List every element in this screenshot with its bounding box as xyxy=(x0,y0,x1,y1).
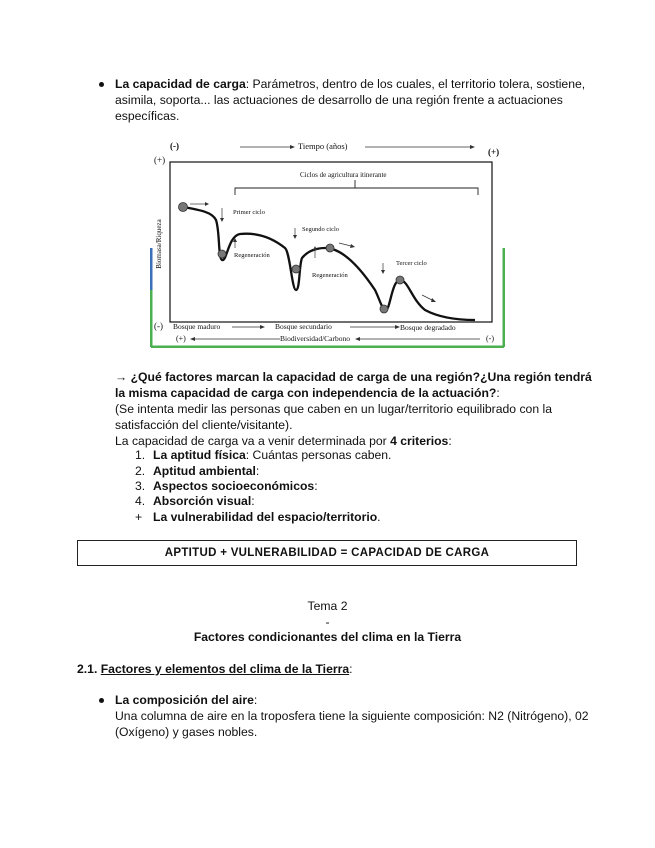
list-item xyxy=(135,478,318,494)
question-line-2 xyxy=(115,385,577,401)
intro-suffix: : xyxy=(448,434,452,448)
formula-box: APTITUD + VULNERABILIDAD = CAPACIDAD DE CARGA xyxy=(77,540,577,566)
list-title: Absorción visual xyxy=(153,494,252,508)
curve-point-6 xyxy=(396,276,404,284)
curve-point-3 xyxy=(292,265,300,273)
curve-point-4 xyxy=(326,244,334,252)
biodiversity-label: Biodiversidad/Carbono xyxy=(280,334,350,343)
forest-degraded-label: Bosque degradado xyxy=(400,323,456,332)
composicion-heading xyxy=(115,692,577,708)
composicion-term: La composición del aire xyxy=(115,693,254,707)
list-title: Aptitud ambiental xyxy=(153,464,256,478)
intro-prefix: La capacidad de carga va a venir determinada por xyxy=(115,434,391,448)
cycles-label: Ciclos de agricultura itinerante xyxy=(300,171,387,179)
list-item xyxy=(135,509,381,525)
note-line-1: (Se intenta medir las personas que caben en un lugar/territorio equilibrado con la xyxy=(115,402,552,416)
forest-mature-label: Bosque maduro xyxy=(173,322,221,331)
curve-point-1 xyxy=(179,203,188,212)
top-right-sign: (+) xyxy=(488,147,500,157)
capacidad-carga-term: La capacidad de carga xyxy=(115,77,246,91)
question-line-1 xyxy=(115,369,592,385)
minus-left-sign: (-) xyxy=(154,321,163,331)
question-block xyxy=(115,369,592,449)
paragraph-line-3: específicas. xyxy=(115,109,180,123)
first-cycle-label: Primer ciclo xyxy=(233,209,265,216)
list-title: Aspectos socioeconómicos xyxy=(153,479,315,493)
tema-title: Factores condicionantes del clima en la Tierra xyxy=(193,630,462,644)
list-number: 1. xyxy=(135,448,146,462)
list-number: 2. xyxy=(135,464,146,478)
bullet-dot xyxy=(99,82,104,87)
curve-point-5 xyxy=(380,305,388,313)
curve-point-2 xyxy=(218,250,226,258)
question-suffix: : xyxy=(496,386,500,400)
bottom-plus-sign: (+) xyxy=(176,334,186,343)
list-number: 3. xyxy=(135,479,146,493)
plus-left-sign: (+) xyxy=(154,155,166,165)
paragraph-text: : Parámetros, dentro de los cuales, el territorio tolera, sostiene, xyxy=(245,77,586,91)
paragraph-line-2: asimila, soporta... las actuaciones de desarrollo de una región frente a actuaciones xyxy=(115,93,563,107)
composicion-paragraph xyxy=(115,692,589,740)
y-axis-label: Biomasa/Riqueza xyxy=(155,219,163,269)
list-item xyxy=(135,463,259,479)
bullet-dot xyxy=(99,698,104,703)
composicion-line-1: Una columna de aire en la troposfera tiene la siguiente composición: N2 (Nitrógeno), 02 xyxy=(115,709,589,723)
biomass-curve xyxy=(183,207,475,320)
regeneration-label-2: Regeneración xyxy=(312,272,348,279)
list-rest: : xyxy=(255,464,260,478)
section-suffix: : xyxy=(349,662,353,676)
list-item xyxy=(135,447,391,463)
regeneration-label-1: Regeneración xyxy=(234,252,270,259)
composicion-line-2: (Oxígeno) y gases nobles. xyxy=(115,725,258,739)
intro-bold: 4 criterios xyxy=(390,434,449,448)
list-title: La vulnerabilidad del espacio/territorio xyxy=(153,510,378,524)
top-left-sign: (-) xyxy=(170,141,179,151)
note-line-2: satisfacción del cliente/visitante). xyxy=(115,418,293,432)
capacidad-carga-paragraph xyxy=(115,76,586,124)
carrying-capacity-figure xyxy=(150,140,505,348)
list-item xyxy=(135,493,255,509)
list-rest: . xyxy=(377,510,381,524)
bottom-minus-sign: (-) xyxy=(486,334,494,343)
time-label: Tiempo (años) xyxy=(298,141,348,151)
list-rest: : Cuántas personas caben. xyxy=(245,448,392,462)
question-text-1: ¿Qué factores marcan la capacidad de carga de una región?¿Una región tendrá xyxy=(130,370,592,384)
cycles-bracket xyxy=(235,188,478,195)
list-title: La aptitud física xyxy=(153,448,246,462)
section-title: Factores y elementos del clima de la Tierra xyxy=(100,662,350,676)
section-number: 2.1. xyxy=(77,662,98,676)
list-number: + xyxy=(135,510,143,524)
list-rest: : xyxy=(314,479,318,493)
tema-dash: - xyxy=(325,615,330,629)
forest-secondary-label: Bosque secundario xyxy=(275,322,332,331)
arrow-icon: → xyxy=(115,370,128,384)
list-rest: : xyxy=(251,494,255,508)
paragraph-line-1 xyxy=(115,76,586,92)
second-cycle-label: Segundo ciclo xyxy=(302,226,340,233)
third-cycle-label: Tercer ciclo xyxy=(396,260,427,267)
question-text-2: la misma capacidad de carga con independencia de la actuación? xyxy=(115,386,497,400)
tema-label: Tema 2 xyxy=(307,599,348,613)
list-number: 4. xyxy=(135,494,146,508)
section-heading xyxy=(77,661,353,677)
composicion-suffix: : xyxy=(253,693,258,707)
